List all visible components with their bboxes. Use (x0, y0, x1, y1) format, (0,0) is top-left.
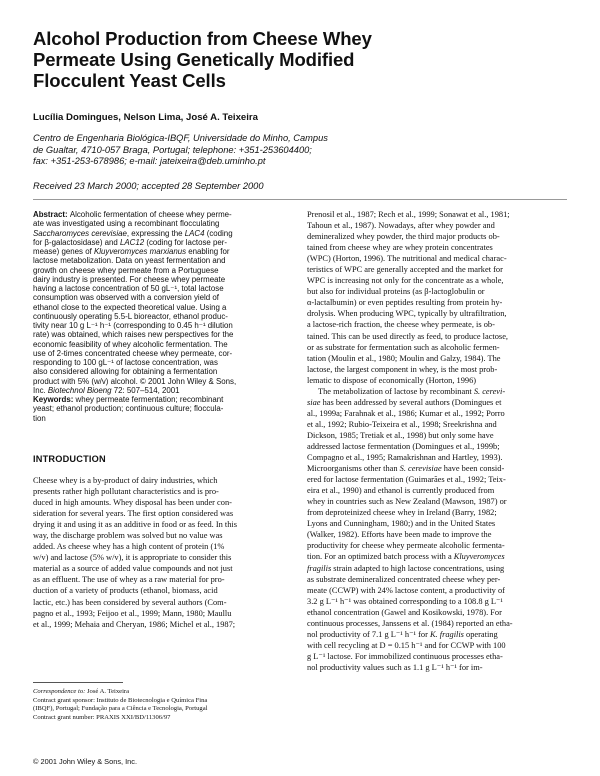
body-line: or as substrate for fermentation such as alcoholic fermen- (307, 342, 500, 352)
body-line: (Walker, 1982). Efforts have been made to improve the (307, 530, 492, 540)
body-line: WPC is increasing not only for the concentrate as a whole, (307, 276, 504, 286)
abstract-line: consumption was observed with a conversion yield of (33, 293, 219, 303)
body-line: Lyons and Cunningham, 1980;) and in the United States (307, 519, 496, 529)
abstract-label: Abstract: (33, 210, 70, 219)
section-heading-introduction: INTRODUCTION (33, 454, 106, 464)
body-line: tion. For an optimized batch process with a Kluyveromyces (307, 552, 505, 562)
body-line: ethanol concentration (Gawel and Kosikowski, 1978). For (307, 607, 502, 617)
body-line: tation (Moulin et al., 1980; Moulin and Galzy, 1984). The (307, 353, 501, 363)
abstract-line: having a lactose concentration of 50 gL⁻¹, total lactose (33, 284, 224, 293)
affiliation (33, 133, 553, 168)
body-line: eira et al., 1990) and ethanol is currently produced from (307, 486, 495, 496)
body-line: Dickson, 1985; Tretiak et al., 1998) but only some have (307, 430, 494, 440)
body-line: lematic to dispose of economically (Horton, 1996) (307, 375, 477, 385)
body-line: lactic, etc.) has been considered by several authors (Com- (33, 597, 227, 607)
body-line: demineralized whey powder, the third major products ob- (307, 232, 500, 242)
body-line: nol productivity values such as 1.1 g L⁻¹ h⁻¹ for im- (307, 662, 483, 672)
body-line: whey in countries such as New Zealand (Mawson, 1987) or (307, 497, 507, 507)
footnote-correspondence: Correspondence to: José A. Teixeira (33, 688, 130, 695)
author-list: Lucília Domingues, Nelson Lima, José A. Teixeira (33, 112, 258, 123)
body-line: presents rather high pollutant characteristics and is pro- (33, 487, 219, 497)
abstract-line: Saccharomyces cerevisiae, expressing the LAC4 (coding (33, 228, 233, 238)
body-line: duction of a variety of products (ethanol, biomass, acid (33, 586, 218, 596)
body-line: drying it and using it as an additive in food or as feed. In this (33, 520, 237, 530)
keywords-line: Keywords: whey permeate fermentation; recombinant (33, 395, 224, 404)
footnote-line: (IBQF), Portugal; Fundação para a Ciência e Tecnologia, Portugal (33, 705, 208, 713)
keywords-line: tion (33, 413, 46, 423)
keywords (33, 395, 290, 423)
abstract-line: for β-galactosidase) and LAC12 (coding for lactose per- (33, 237, 228, 247)
footnote-line: Contract grant sponsor: Instituto de Biotecnologia e Química Fina (33, 696, 208, 704)
title-line: Alcohol Production from Cheese Whey (33, 28, 372, 49)
body-line: a lactose-rich fraction, the cheese whey permeate, is ob- (307, 320, 495, 330)
body-line: meate (CCWP) with 24% lactose content, a productivity of (307, 585, 505, 595)
abstract-line: rate) was obtained, which raises new perspectives for the (33, 330, 234, 340)
body-line: et al., 1999; Mehaia and Cheryan, 1986; Michel et al., 1987; (33, 619, 236, 629)
affiliation-line: fax: +351-253-678986; e-mail: jateixeira@deb.uminho.pt (33, 156, 266, 166)
footnote-line: Contract grant number: PRAXIS XXI/BD/11306/97 (33, 714, 171, 722)
body-line: as substrate demineralized concentrated cheese whey per- (307, 574, 501, 584)
abstract-line: Inc. Biotechnol Bioeng 72: 507–514, 2001 (33, 385, 180, 395)
footnote-divider (33, 682, 123, 683)
received-date: Received 23 March 2000; accepted 28 September 2000 (33, 181, 264, 191)
body-line: The metabolization of lactose by recombinant S. cerevi- (318, 386, 506, 396)
abstract-line: continuously operating 5.5-L bioreactor, ethanol produc- (33, 311, 228, 321)
paper-title (33, 28, 513, 91)
body-line: sideration for several years. The first option considered was (33, 509, 234, 519)
body-line: productivity for cheese whey permeate alcoholic fermenta- (307, 541, 505, 551)
keywords-line: yeast; ethanol production; continuous culture; floccula- (33, 404, 224, 414)
body-line: but also for individual proteins (as β-lactoglobulin or (307, 287, 485, 297)
body-line: continuous processes, Janssens et al. (1984) reported an etha- (307, 618, 513, 628)
abstract-line: dairy industry is presented. For cheese whey permeate (33, 274, 226, 284)
body-line: addressed lactose fermentation (Domingues et al., 1999b; (307, 441, 500, 451)
abstract-line: growth on cheese whey permeate from a Portuguese (33, 265, 219, 275)
header-divider (33, 199, 567, 200)
body-line: lactose, the largest component in whey, is the most prob- (307, 364, 498, 374)
body-line: material as a source of added value compounds and not just (33, 564, 233, 574)
body-line: duced in high amounts. Whey disposal has been under con- (33, 498, 232, 508)
abstract-line: economic feasibility of whey alcoholic fermentation. The (33, 339, 228, 349)
body-line: g L⁻¹ lactose. For immobilized continuous processes etha- (307, 651, 503, 661)
abstract-line: use of 2-times concentrated cheese whey permeate, cor- (33, 348, 233, 358)
abstract-line: responding to 100 gL⁻¹ of lactose concentration, was (33, 358, 218, 367)
body-line: Microorganisms other than S. cerevisiae have been consid- (307, 464, 505, 474)
abstract-body (33, 210, 290, 395)
body-line: from deproteinized cheese whey in Ireland (Barry, 1982; (307, 508, 497, 518)
abstract-line: ethanol close to the expected theoretical value. Using a (33, 302, 227, 312)
abstract-line: also considered allowing for obtaining a fermentation (33, 367, 218, 377)
body-line: fragilis strain adapted to high lactose concentrations, using (307, 563, 505, 573)
title-line: Permeate Using Genetically Modified (33, 49, 355, 70)
affiliation-line: de Gualtar, 4710-057 Braga, Portugal; telephone: +351-253604400; (33, 144, 312, 155)
abstract-line: Abstract: Alcoholic fermentation of cheese whey perme- (33, 210, 232, 219)
body-line: as an effluent. The use of whey as a raw material for pro- (33, 575, 225, 585)
body-line: tained from cheese whey are whey protein concentrates (307, 243, 493, 253)
abstract-line: tivity near 10 g L⁻¹ h⁻¹ (corresponding to 0.45 h⁻¹ dilution (33, 321, 233, 330)
body-line: pagno et al., 1993; Feijoo et al., 1999; Mann, 1980; Maullu (33, 608, 232, 618)
body-line: ered for lactose fermentation (Guimarães et al., 1992; Teix- (307, 475, 506, 485)
right-column-text (307, 209, 567, 673)
abstract-line: product with 5% (w/v) alcohol. © 2001 John Wiley & Sons, (33, 376, 237, 386)
abstract-line: ate was investigated using a recombinant flocculating (33, 219, 220, 229)
body-line: 3.2 g L⁻¹ h⁻¹ was obtained corresponding to a 108.8 g L⁻¹ (307, 596, 503, 606)
introduction-text (33, 475, 291, 630)
title-line: Flocculent Yeast Cells (33, 70, 226, 91)
body-line: added. As cheese whey has a high content of protein (1% (33, 542, 225, 552)
keywords-label: Keywords: (33, 395, 76, 404)
body-line: et al., 1992; Rubio-Teixeira et al., 1998; Sreekrishna and (307, 419, 497, 429)
body-line: drolysis. When producing WPC, typically by ultrafiltration, (307, 309, 507, 319)
body-line: w/v) and lactose (5% w/v), it is appropriate to consider this (33, 553, 232, 563)
body-line: Compagno et al., 1995; Ramakrishnan and Hartley, 1993). (307, 453, 503, 463)
body-line: (WPC) (Horton, 1996). The nutritional and medical charac- (307, 254, 507, 264)
body-line: way, the discharge problem was solved but no value was (33, 531, 223, 541)
body-line: Tahoun et al., 1987). Nowadays, after whey powder and (307, 221, 495, 231)
copyright-notice: © 2001 John Wiley & Sons, Inc. (33, 757, 138, 766)
body-line: α-lactalbumin) or even peptides resulting from protein hy- (307, 298, 503, 308)
body-line: siae has been addressed by several authors (Domingues et (307, 397, 502, 407)
body-line: Prenosil et al., 1987; Rech et al., 1999; Sonawat et al., 1981; (307, 210, 510, 219)
body-line: nol productivity of 7.1 g L⁻¹ h⁻¹ for K. fragilis operating (307, 629, 498, 639)
abstract-line: mease) genes of Kluyveromyces marxianus enabling for (33, 247, 230, 256)
abstract (33, 210, 290, 423)
body-line: al., 1999a; Farahnak et al., 1986; Kumar et al., 1992; Porro (307, 408, 505, 418)
body-line: Cheese whey is a by-product of dairy industries, which (33, 476, 218, 485)
body-line: tained. This can be used directly as feed, to produce lactose, (307, 331, 509, 341)
footnotes (33, 688, 293, 723)
body-line: with cell recycling at D = 0.15 h⁻¹ and for CCWP with 100 (307, 640, 506, 650)
abstract-line: lactose metabolization. Data on yeast fermentation and (33, 256, 226, 266)
affiliation-line: Centro de Engenharia Biológica-IBQF, Universidade do Minho, Campus (33, 133, 328, 143)
body-line: teristics of WPC are generally accepted and the market for (307, 265, 503, 275)
